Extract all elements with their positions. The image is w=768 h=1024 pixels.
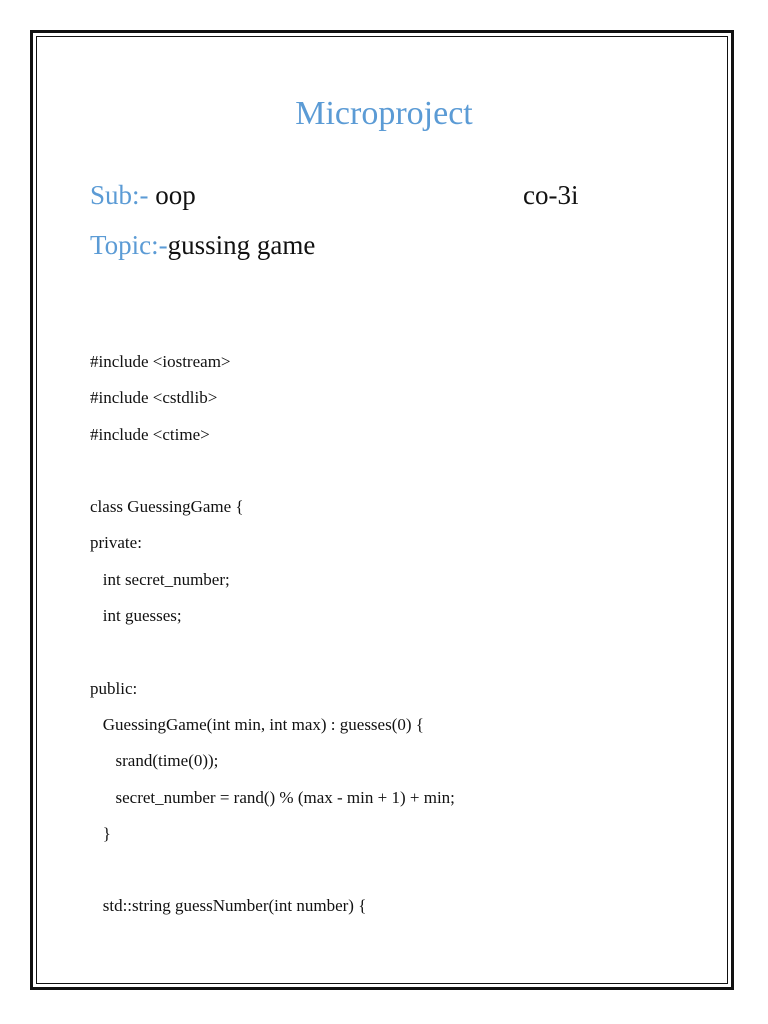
topic-line <box>90 228 315 262</box>
subject-line <box>90 178 196 212</box>
code-line: class GuessingGame { <box>90 497 244 517</box>
code-line: int guesses; <box>90 606 182 626</box>
document-title: Microproject <box>295 95 473 132</box>
topic-value: gussing game <box>167 230 316 260</box>
code-line: #include <cstdlib> <box>90 388 218 408</box>
code-line: secret_number = rand() % (max - min + 1) + min; <box>90 787 455 807</box>
code-line: #include <iostream> <box>90 352 231 371</box>
code-line: private: <box>90 533 142 553</box>
class-code: co-3i <box>523 180 579 210</box>
code-line: } <box>90 823 111 843</box>
code-line: int secret_number; <box>90 569 230 589</box>
code-line <box>90 852 455 888</box>
subject-value: oop <box>148 180 196 210</box>
code-line <box>90 634 455 670</box>
code-line: public: <box>90 678 138 698</box>
code-line: std::string guessNumber(int number) { <box>90 896 367 916</box>
code-line: GuessingGame(int min, int max) : guesses(0) { <box>90 714 424 734</box>
subject-label: Sub:- <box>90 180 149 210</box>
code-line <box>90 453 455 489</box>
code-line: srand(time(0)); <box>90 751 219 771</box>
topic-label: Topic:- <box>90 230 168 260</box>
code-block <box>90 344 455 925</box>
code-line: #include <ctime> <box>90 424 210 444</box>
